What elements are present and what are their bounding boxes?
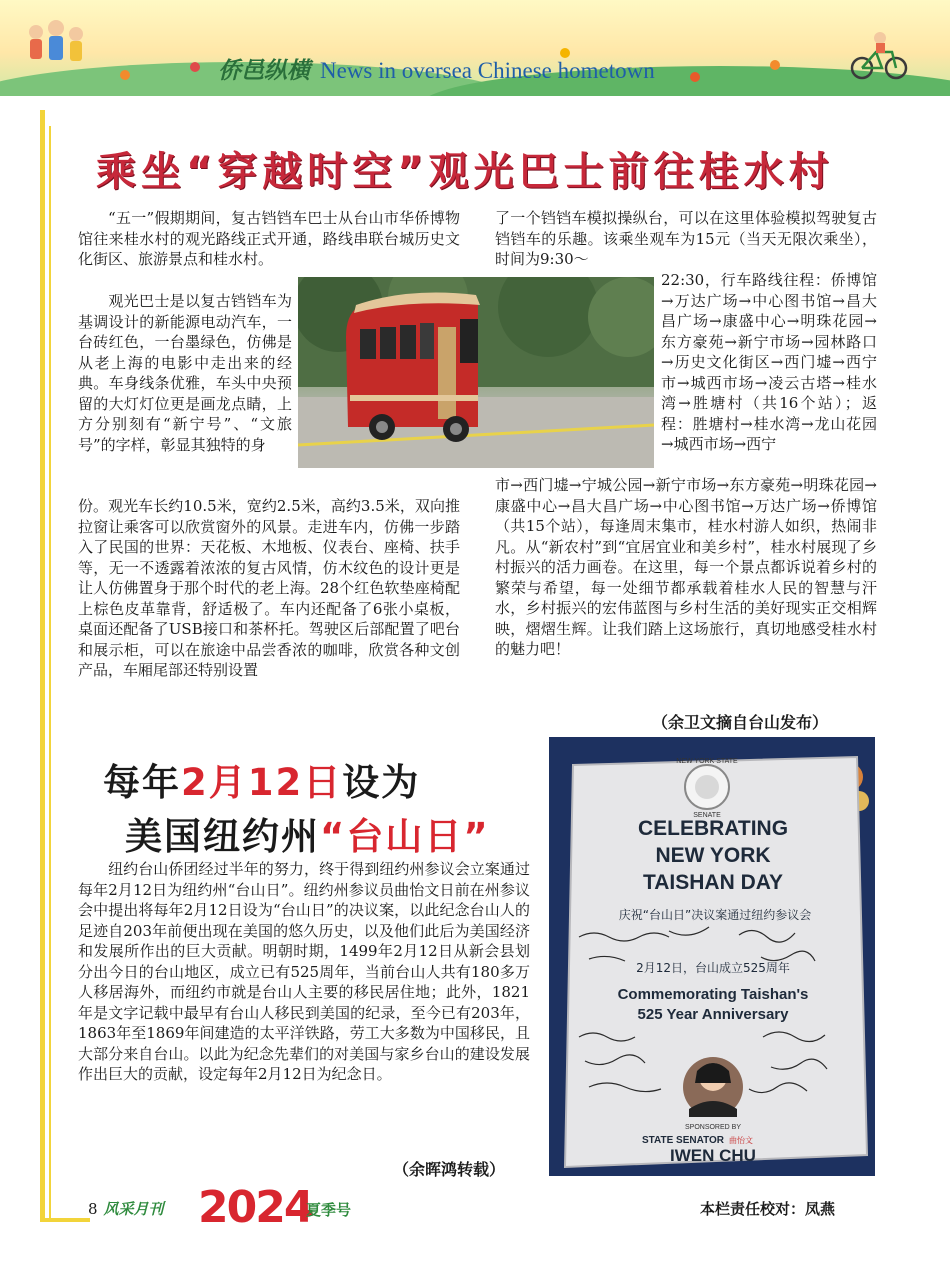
header-title: 侨邑纵横 News in oversea Chinese hometown	[218, 58, 655, 83]
celebration-board-icon	[549, 737, 875, 1176]
taishan-day-board-photo	[549, 737, 875, 1176]
article-paragraph: 了一个铛铛车模拟操纵台，可以在这里体验模拟驾驶复古铛铛车的乐趣。该乘坐观车为15元（当天无限次乘坐），时间为9:30～	[495, 209, 877, 268]
vintage-bus-icon	[298, 277, 654, 468]
seal-bottom-text: SENATE	[693, 812, 721, 819]
article-title: 每年2月12日设为	[103, 761, 421, 804]
article-paragraph: 观光巴士是以复古铛铛车为基调设计的新能源电动汽车，一台砖红色，一台墨绿色，仿佛是从老上海的电影中走出来的经典。车身线条优雅，车头中央预留的大灯灯位更是画龙点睛，上方分别刻有“新宁号”、“文旅号”的字样，彰显其独特的身	[78, 292, 292, 454]
children-illustration-icon	[22, 18, 92, 78]
article-paragraph: “五一”假期期间，复古铛铛车巴士从台山市华侨博物馆往来桂水村的观光路线正式开通，路线串联台城历史文化街区、旅游景点和桂水村。	[78, 209, 460, 268]
header-banner	[0, 0, 950, 96]
board-line2: NEW YORK	[655, 844, 771, 867]
article-paragraph: 市→西门墟→宁城公园→新宁市场→东方豪苑→明珠花园→康盛中心→昌大昌广场→中心图书馆→万达广场→侨博馆（共15个站），每逢周末集市，桂水村游人如织，热闹非凡。从“新农村”到“宜居宜业和美乡村”，桂水村展现了乡村振兴的活力画卷。在这里，每一个景点都诉说着乡村的繁荣与希望，每一处细节都承载着桂水人民的智慧与汗水，乡村振兴的宏伟蓝图与乡村生活的美好现实正交相辉映，熠熠生辉。让我们踏上这场旅行，真切地感受桂水村的魅力吧！	[495, 476, 877, 658]
magazine-name: 风采月刊	[103, 1200, 164, 1218]
footer-page-info	[88, 1198, 164, 1219]
page-number: 8	[88, 1200, 98, 1218]
board-line3: TAISHAN DAY	[642, 871, 784, 894]
board-line1: CELEBRATING	[637, 817, 789, 840]
senator-cn-name: 曲怡文	[729, 1136, 753, 1145]
board-cn-line2: 2月12日，台山成立525周年	[636, 961, 790, 975]
article-title: 美国纽约州“台山日”	[125, 815, 490, 858]
proofreader-credit: 本栏责任校对：凤燕	[700, 1200, 836, 1218]
sponsored-text: SPONSORED BY	[684, 1124, 742, 1131]
bus-photo	[298, 277, 654, 468]
flower-icon	[190, 62, 200, 72]
board-cn-line1: 庆祝“台山日”决议案通过纽约参议会	[618, 908, 812, 922]
board-line5: 525 Year Anniversary	[637, 1006, 789, 1023]
decorative-divider	[40, 1218, 90, 1222]
article-title: 乘坐“穿越时空”观光巴士前往桂水村	[96, 149, 834, 195]
flower-icon	[690, 72, 700, 82]
flower-icon	[770, 60, 780, 70]
seal-top-text: NEW YORK STATE	[676, 758, 738, 765]
senator-name: IWEN CHU	[670, 1146, 756, 1165]
flower-icon	[120, 70, 130, 80]
decorative-divider	[40, 110, 45, 1220]
article-credit: （余晖鸿转载）	[393, 1160, 506, 1179]
board-line4: Commemorating Taishan's	[617, 986, 809, 1003]
bicycle-icon	[848, 30, 910, 82]
senator-title: STATE SENATOR	[641, 1135, 725, 1146]
article-paragraph: 纽约台山侨团经过半年的努力，终于得到纽约州参议会立案通过每年2月12日为纽约州“台山日”。纽约州参议员曲怡文日前在州参议会中提出将每年2月12日设为“台山日”的决议案，以此纪念台山人的足迹自203年前便出现在美国的悠久历史，以及他们此后为美国经济和发展所作出的巨大贡献。明朝时期，1499年2月12日从新会县划分出今日的台山地区，成立已有525周年，当前台山人共有180多万人移居海外，而纽约市就是台山人主要的移民居住地；此外，1821年是文字记载中最早有台山人移民到美国的纪录，至今已有203年，1863年至1869年间建造的太平洋铁路，劳工大多数为中国移民，且大部分来自台山。以此为纪念先辈们的对美国与家乡台山的建设发展作出巨大的贡献，设定每年2月12日为纪念日。	[78, 860, 530, 1083]
issue-year: 2024	[198, 1182, 313, 1233]
decorative-divider	[49, 126, 51, 1222]
issue-season: 夏季号	[306, 1201, 352, 1219]
article-credit: （余卫文摘自台山发布）	[652, 713, 829, 732]
article-paragraph: 份。观光车长约10.5米，宽约2.5米，高约3.5米，双向推拉窗让乘客可以欣赏窗外的风景。走进车内，仿佛一步踏入了民国的世界：天花板、木地板、仪表台、座椅、扶手等，无一不透露着浓浓的复古风情，仿木纹色的设计更是让人仿佛置身于那个时代的老上海。28个红色软垫座椅配上棕色皮革靠背，舒适极了。车内还配备了6张小桌板，桌面还配备了USB接口和茶杯托。驾驶区后部配置了吧台和展示柜，可以在旅途中品尝香浓的咖啡，欣赏各种文创产品，车厢尾部还特别设置	[78, 497, 460, 679]
article-paragraph: 22:30，行车路线往程：侨博馆→万达广场→中心图书馆→昌大昌广场→康盛中心→明珠花园→东方豪苑→新宁市场→园林路口→历史文化街区→西门墟→西宁市→城西市场→凌云古塔→桂水湾→胜塘村（共16个站）；返程：胜塘村→桂水湾→龙山花园→城西市场→西宁	[661, 271, 877, 453]
